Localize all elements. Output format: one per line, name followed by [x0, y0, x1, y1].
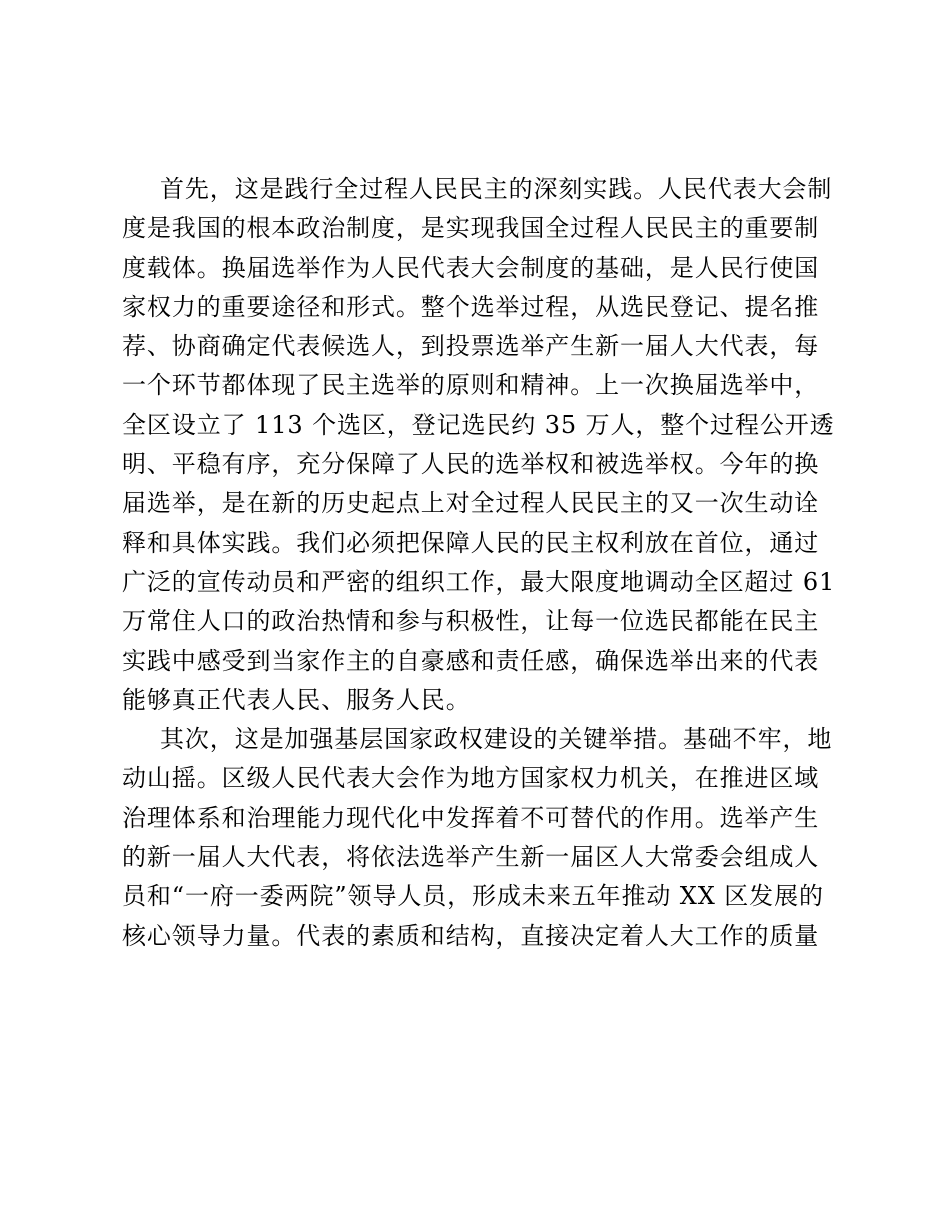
- text-line: 度载体。换届选举作为人民代表大会制度的基础，是人民行使国: [122, 253, 820, 282]
- text-line: 核心领导力量。代表的素质和结构，直接决定着人大工作的质量: [122, 921, 820, 950]
- text-line: 届选举，是在新的历史起点上对全过程人民民主的又一次生动诠: [122, 489, 820, 518]
- text-line: 释和具体实践。我们必须把保障人民的民主权利放在首位，通过: [122, 528, 820, 557]
- document-body: [122, 170, 836, 956]
- text-line: 动山摇。区级人民代表大会作为地方国家权力机关，在推进区域: [122, 764, 820, 793]
- text-line: 度是我国的根本政治制度，是实现我国全过程人民民主的重要制: [122, 214, 820, 243]
- text-line: 能够真正代表人民、服务人民。: [122, 685, 471, 714]
- text-line: 员和“一府一委两院”领导人员，形成未来五年推动 XX 区发展的: [122, 882, 824, 911]
- text-line: 实践中感受到当家作主的自豪感和责任感，确保选举出来的代表: [122, 646, 820, 675]
- text-line: 万常住人口的政治热情和参与积极性，让每一位选民都能在民主: [122, 607, 820, 636]
- text-line: 全区设立了 113 个选区，登记选民约 35 万人，整个过程公开透: [122, 410, 835, 439]
- paragraph-1: [122, 170, 836, 720]
- text-line: 明、平稳有序，充分保障了人民的选举权和被选举权。今年的换: [122, 450, 820, 479]
- text-line: 首先，这是践行全过程人民民主的深刻实践。人民代表大会制: [160, 175, 833, 203]
- text-line: 的新一届人大代表，将依法选举产生新一届区人大常委会组成人: [122, 843, 820, 872]
- text-line: 治理体系和治理能力现代化中发挥着不可替代的作用。选举产生: [122, 803, 820, 832]
- text-line: 荐、协商确定代表候选人，到投票选举产生新一届人大代表，每: [122, 332, 820, 361]
- paragraph-2: [122, 720, 832, 956]
- text-line: 家权力的重要途径和形式。整个选举过程，从选民登记、提名推: [122, 292, 820, 321]
- text-line: 广泛的宣传动员和严密的组织工作，最大限度地调动全区超过 61: [122, 567, 836, 596]
- text-line: 其次，这是加强基层国家政权建设的关键举措。基础不牢，地: [160, 725, 833, 754]
- text-line: 一个环节都体现了民主选举的原则和精神。上一次换届选举中，: [122, 371, 820, 400]
